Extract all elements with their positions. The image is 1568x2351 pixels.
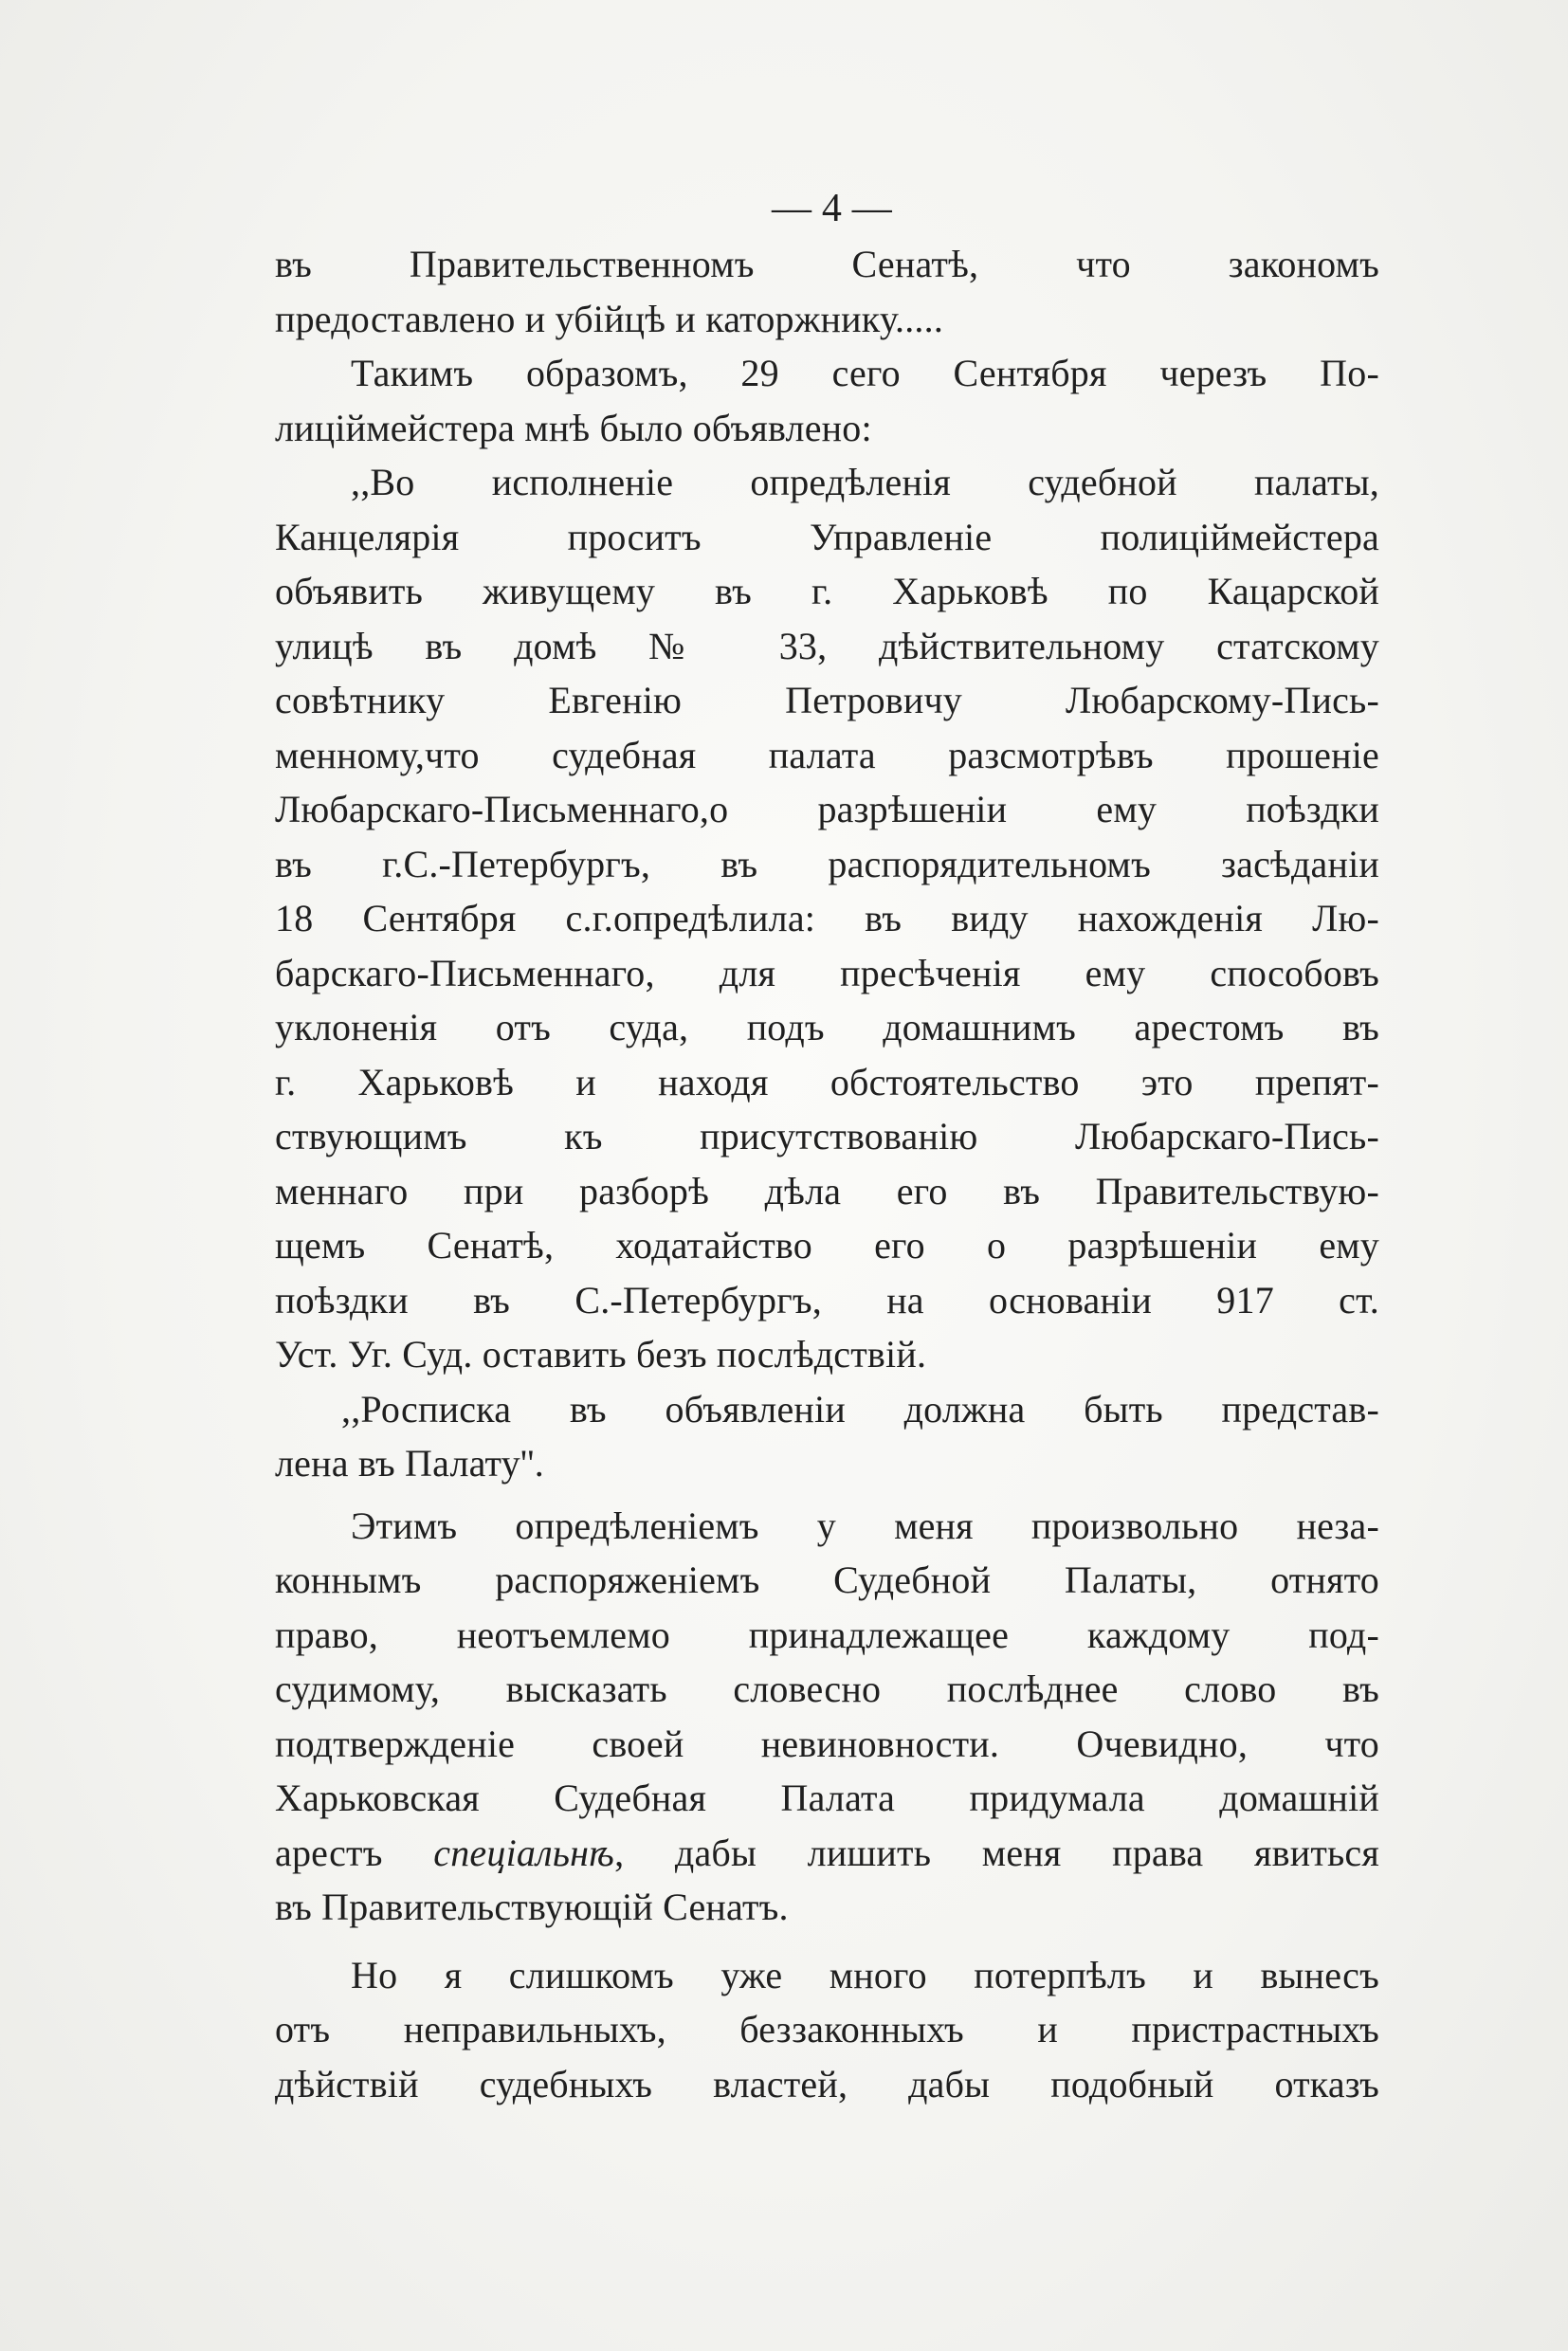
text-line: Канцелярія проситъ Управленіе полиціймейстера bbox=[275, 515, 1379, 558]
text-block bbox=[275, 180, 1379, 2111]
paragraph-5 bbox=[275, 1499, 1379, 1935]
text-line: въ Правительствующій Сенатъ. bbox=[275, 1886, 789, 1928]
paragraph-1 bbox=[275, 237, 1379, 346]
text-line: лиціймейстера мнѣ было объявлено: bbox=[275, 406, 872, 449]
text-line: отъ неправильныхъ, беззаконныхъ и пристрастныхъ bbox=[275, 2008, 1379, 2050]
text-line: ствующимъ къ присутствованію Любарскаго-Пись- bbox=[275, 1115, 1379, 1157]
line-prefix: арестъ bbox=[275, 1831, 434, 1874]
text-line: въ Правительственномъ Сенатѣ, что закономъ bbox=[275, 243, 1379, 285]
text-line: щемъ Сенатѣ, ходатайство его о разрѣшеніи ему bbox=[275, 1224, 1379, 1267]
text-line: г. Харьковѣ и находя обстоятельство это препят- bbox=[275, 1060, 1379, 1103]
text-line: поѣздки въ С.-Петербургъ, на основаніи 917 ст. bbox=[275, 1278, 1379, 1321]
paragraph-3 bbox=[275, 455, 1379, 1382]
text-line: Уст. Уг. Суд. оставить безъ послѣдствій. bbox=[275, 1333, 927, 1376]
text-line-with-emphasis bbox=[275, 1826, 1379, 1881]
text-line: улицѣ въ домѣ № 33, дѣйствительному статскому bbox=[275, 624, 1379, 667]
paragraph-gap bbox=[275, 1935, 1379, 1948]
paragraph-gap bbox=[275, 1491, 1379, 1499]
text-line: право, неотъемлемо принадлежащее каждому под- bbox=[275, 1613, 1379, 1656]
line-suffix: , дабы лишить меня права явиться bbox=[614, 1831, 1379, 1874]
paragraph-2 bbox=[275, 346, 1379, 455]
text-line: лена въ Палату''. bbox=[275, 1442, 544, 1485]
text-line: Такимъ образомъ, 29 сего Сентября черезъ По- bbox=[351, 352, 1379, 394]
text-line: ,,Во исполненіе опредѣленія судебной палаты, bbox=[351, 461, 1379, 503]
paragraph-6 bbox=[275, 1948, 1379, 2112]
emphasized-word: спеціальнѣ bbox=[433, 1831, 615, 1874]
text-line: Любарскаго-Письменнаго,о разрѣшеніи ему поѣздки bbox=[275, 788, 1379, 830]
text-line: Харьковская Судебная Палата придумала домашній bbox=[275, 1777, 1379, 1819]
text-line: Но я слишкомъ уже много потерпѣлъ и вынесъ bbox=[351, 1953, 1379, 1996]
text-line: уклоненія отъ суда, подъ домашнимъ арестомъ въ bbox=[275, 1006, 1379, 1048]
text-line: барскаго-Письменнаго, для пресѣченія ему способовъ bbox=[275, 951, 1379, 994]
text-line: Этимъ опредѣленіемъ у меня произвольно неза- bbox=[351, 1504, 1379, 1547]
text-line: менному,что судебная палата разсмотрѣвъ прошеніе bbox=[275, 733, 1379, 776]
text-line: меннаго при разборѣ дѣла его въ Правительствую- bbox=[275, 1169, 1379, 1212]
text-line: коннымъ распоряженіемъ Судебной Палаты, отнято bbox=[275, 1558, 1379, 1601]
text-line: подтвержденіе своей невиновности. Очевидно, что bbox=[275, 1722, 1379, 1765]
text-line: совѣтнику Евгенію Петровичу Любарскому-Пись- bbox=[275, 679, 1379, 721]
text-line: ,,Росписка въ объявленіи должна быть представ- bbox=[341, 1387, 1379, 1431]
page-number: — 4 — bbox=[772, 187, 892, 230]
text-line: объявить живущему въ г. Харьковѣ по Кацарской bbox=[275, 570, 1379, 612]
text-line: предоставлено и убійцѣ и каторжнику..... bbox=[275, 297, 944, 340]
text-line: въ г.С.-Петербургъ, въ распорядительномъ засѣданіи bbox=[275, 842, 1379, 885]
text-line: 18 Сентября с.г.опредѣлила: въ виду нахожденія Лю- bbox=[275, 897, 1379, 939]
text-line: судимому, высказать словесно послѣднее слово въ bbox=[275, 1668, 1379, 1710]
text-line: дѣйствій судебныхъ властей, дабы подобный отказъ bbox=[275, 2062, 1379, 2105]
paragraph-4 bbox=[275, 1382, 1379, 1491]
